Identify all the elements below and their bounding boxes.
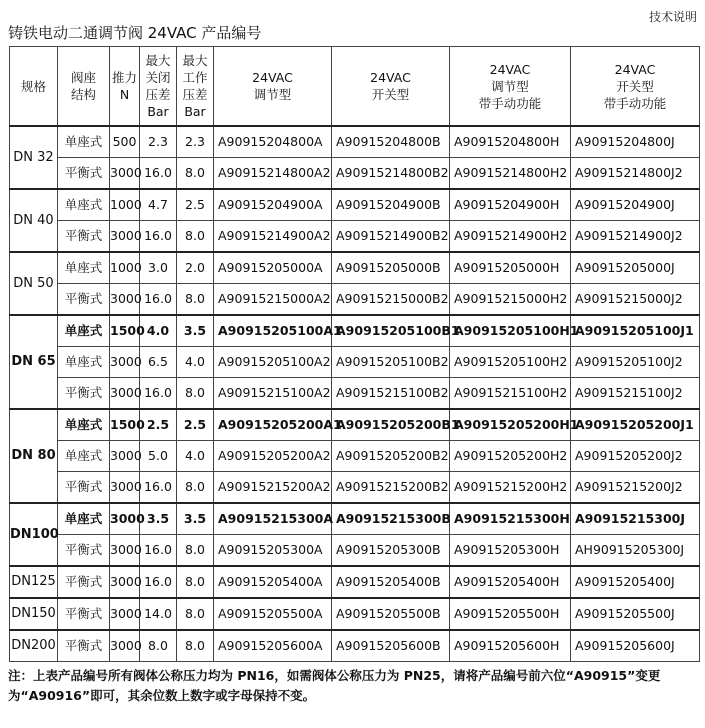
code-modulating-manual-cell: A90915205200H2 <box>450 441 571 472</box>
thrust-cell: 1000 <box>110 252 140 284</box>
code-onoff-manual-cell: A90915205200J2 <box>571 441 700 472</box>
table-row <box>10 126 700 158</box>
valve-size-cell: DN200 <box>10 630 58 662</box>
code-modulating-cell: A90915204900A <box>214 189 332 221</box>
code-modulating-manual-cell: A90915215000H2 <box>450 284 571 316</box>
seat-type-cell: 单座式 <box>58 126 110 158</box>
thrust-cell: 3000 <box>110 598 140 630</box>
max-work-dp-cell: 8.0 <box>177 378 214 410</box>
max-close-dp-cell: 2.3 <box>140 126 177 158</box>
code-modulating-manual-cell: A90915205100H2 <box>450 347 571 378</box>
table-row <box>10 630 700 662</box>
max-work-dp-cell: 8.0 <box>177 472 214 504</box>
code-modulating-cell: A90915205000A <box>214 252 332 284</box>
seat-type-cell: 平衡式 <box>58 630 110 662</box>
max-work-dp-cell: 8.0 <box>177 158 214 190</box>
valve-size-cell: DN125 <box>10 566 58 598</box>
max-work-dp-cell: 4.0 <box>177 441 214 472</box>
code-modulating-cell: A90915205200A1 <box>214 409 332 441</box>
code-modulating-cell: A90915205400A <box>214 566 332 598</box>
max-close-dp-cell: 3.0 <box>140 252 177 284</box>
seat-type-cell: 单座式 <box>58 315 110 347</box>
code-modulating-manual-cell: A90915204800H <box>450 126 571 158</box>
footnote: 注：上表产品编号所有阀体公称压力均为 PN16，如需阀体公称压力为 PN25，请将产品编号前六位“A90915”变更为“A90916”即可，其余位数上数字或字母保持不变。 <box>8 668 661 703</box>
code-modulating-manual-cell: A90915214800H2 <box>450 158 571 190</box>
code-onoff-manual-cell: A90915215300J <box>571 503 700 535</box>
code-onoff-cell: A90915205400B <box>332 566 450 598</box>
code-modulating-manual-cell: A90915205500H <box>450 598 571 630</box>
seat-type-cell: 平衡式 <box>58 598 110 630</box>
max-work-dp-cell: 3.5 <box>177 315 214 347</box>
table-row <box>10 566 700 598</box>
max-work-dp-cell: 2.5 <box>177 189 214 221</box>
max-work-dp-cell: 2.5 <box>177 409 214 441</box>
max-work-dp-cell: 8.0 <box>177 221 214 253</box>
code-onoff-cell: A90915205300B <box>332 535 450 567</box>
table-title: 铸铁电动二通调节阀 24VAC 产品编号 <box>8 24 262 42</box>
code-modulating-manual-cell: A90915205400H <box>450 566 571 598</box>
thrust-cell: 3000 <box>110 630 140 662</box>
code-onoff-cell: A90915205100B1 <box>332 315 450 347</box>
table-row <box>10 378 700 410</box>
table-row <box>10 347 700 378</box>
thrust-cell: 1000 <box>110 189 140 221</box>
code-onoff-cell: A90915214800B2 <box>332 158 450 190</box>
max-work-dp-cell: 8.0 <box>177 566 214 598</box>
table-row <box>10 441 700 472</box>
code-onoff-cell: A90915204900B <box>332 189 450 221</box>
seat-type-cell: 单座式 <box>58 252 110 284</box>
code-modulating-manual-cell: A90915205200H1 <box>450 409 571 441</box>
code-onoff-manual-cell: A90915204900J <box>571 189 700 221</box>
code-onoff-cell: A90915205200B1 <box>332 409 450 441</box>
code-onoff-manual-cell: A90915214800J2 <box>571 158 700 190</box>
code-modulating-manual-cell: A90915215100H2 <box>450 378 571 410</box>
code-modulating-cell: A90915215000A2 <box>214 284 332 316</box>
thrust-cell: 3000 <box>110 535 140 567</box>
thrust-cell: 1500 <box>110 409 140 441</box>
code-onoff-manual-cell: A90915204800J <box>571 126 700 158</box>
seat-type-cell: 单座式 <box>58 441 110 472</box>
code-onoff-cell: A90915205200B2 <box>332 441 450 472</box>
code-onoff-manual-cell: A90915205600J <box>571 630 700 662</box>
max-close-dp-cell: 16.0 <box>140 472 177 504</box>
max-work-dp-cell: 8.0 <box>177 284 214 316</box>
valve-size-cell: DN 50 <box>10 252 58 315</box>
code-onoff-cell: A90915204800B <box>332 126 450 158</box>
thrust-cell: 3000 <box>110 378 140 410</box>
code-modulating-manual-cell: A90915205600H <box>450 630 571 662</box>
code-onoff-manual-cell: A90915205500J <box>571 598 700 630</box>
valve-size-cell: DN 65 <box>10 315 58 409</box>
valve-size-cell: DN 40 <box>10 189 58 252</box>
header-24vac-modulating: 24VAC 调节型 <box>214 47 332 127</box>
max-work-dp-cell: 8.0 <box>177 535 214 567</box>
table-row <box>10 535 700 567</box>
seat-type-cell: 平衡式 <box>58 158 110 190</box>
code-onoff-manual-cell: A90915205000J <box>571 252 700 284</box>
valve-size-cell: DN150 <box>10 598 58 630</box>
code-onoff-manual-cell: A90915214900J2 <box>571 221 700 253</box>
code-modulating-cell: A90915214800A2 <box>214 158 332 190</box>
max-close-dp-cell: 4.0 <box>140 315 177 347</box>
table-row <box>10 284 700 316</box>
code-modulating-cell: A90915205100A2 <box>214 347 332 378</box>
thrust-cell: 3000 <box>110 503 140 535</box>
max-close-dp-cell: 3.5 <box>140 503 177 535</box>
seat-type-cell: 平衡式 <box>58 284 110 316</box>
header-24vac-onoff-manual: 24VAC 开关型 带手动功能 <box>571 47 700 127</box>
code-onoff-cell: A90915205500B <box>332 598 450 630</box>
header-24vac-modulating-manual: 24VAC 调节型 带手动功能 <box>450 47 571 127</box>
code-modulating-cell: A90915215200A2 <box>214 472 332 504</box>
header-row <box>10 47 700 127</box>
code-modulating-cell: A90915215100A2 <box>214 378 332 410</box>
max-close-dp-cell: 16.0 <box>140 284 177 316</box>
code-onoff-cell: A90915205100B2 <box>332 347 450 378</box>
code-modulating-cell: A90915215300A <box>214 503 332 535</box>
code-onoff-cell: A90915205600B <box>332 630 450 662</box>
code-modulating-cell: A90915205500A <box>214 598 332 630</box>
code-modulating-cell: A90915204800A <box>214 126 332 158</box>
product-code-table <box>9 46 700 662</box>
seat-type-cell: 平衡式 <box>58 221 110 253</box>
max-close-dp-cell: 5.0 <box>140 441 177 472</box>
max-close-dp-cell: 16.0 <box>140 221 177 253</box>
table-row <box>10 189 700 221</box>
max-work-dp-cell: 8.0 <box>177 598 214 630</box>
seat-type-cell: 单座式 <box>58 503 110 535</box>
code-onoff-manual-cell: A90915205100J2 <box>571 347 700 378</box>
code-onoff-cell: A90915214900B2 <box>332 221 450 253</box>
max-close-dp-cell: 14.0 <box>140 598 177 630</box>
seat-type-cell: 平衡式 <box>58 535 110 567</box>
code-modulating-cell: A90915205200A2 <box>214 441 332 472</box>
doc-type-label: 技术说明 <box>648 10 697 24</box>
code-modulating-cell: A90915205600A <box>214 630 332 662</box>
table-row <box>10 472 700 504</box>
max-close-dp-cell: 6.5 <box>140 347 177 378</box>
max-work-dp-cell: 2.3 <box>177 126 214 158</box>
code-onoff-manual-cell: A90915215100J2 <box>571 378 700 410</box>
max-close-dp-cell: 2.5 <box>140 409 177 441</box>
seat-type-cell: 单座式 <box>58 347 110 378</box>
max-close-dp-cell: 4.7 <box>140 189 177 221</box>
code-modulating-cell: A90915205100A1 <box>214 315 332 347</box>
code-modulating-manual-cell: A90915205000H <box>450 252 571 284</box>
thrust-cell: 3000 <box>110 347 140 378</box>
code-onoff-manual-cell: A90915215200J2 <box>571 472 700 504</box>
max-close-dp-cell: 16.0 <box>140 158 177 190</box>
code-modulating-manual-cell: A90915204900H <box>450 189 571 221</box>
code-modulating-manual-cell: A90915205100H1 <box>450 315 571 347</box>
header-close-dp: 最大 关闭 压差 Bar <box>140 47 177 127</box>
valve-size-cell: DN 32 <box>10 126 58 189</box>
thrust-cell: 3000 <box>110 441 140 472</box>
code-onoff-cell: A90915215100B2 <box>332 378 450 410</box>
code-onoff-manual-cell: A90915215000J2 <box>571 284 700 316</box>
seat-type-cell: 平衡式 <box>58 566 110 598</box>
thrust-cell: 500 <box>110 126 140 158</box>
thrust-cell: 3000 <box>110 472 140 504</box>
seat-type-cell: 单座式 <box>58 409 110 441</box>
table-row <box>10 221 700 253</box>
max-close-dp-cell: 16.0 <box>140 378 177 410</box>
table-row <box>10 158 700 190</box>
code-modulating-manual-cell: A90915215300H <box>450 503 571 535</box>
max-close-dp-cell: 8.0 <box>140 630 177 662</box>
code-onoff-manual-cell: A90915205400J <box>571 566 700 598</box>
code-modulating-cell: A90915214900A2 <box>214 221 332 253</box>
code-onoff-cell: A90915215300B <box>332 503 450 535</box>
header-size: 规格 <box>10 47 58 127</box>
header-work-dp: 最大 工作 压差 Bar <box>177 47 214 127</box>
code-onoff-cell: A90915205000B <box>332 252 450 284</box>
code-modulating-cell: A90915205300A <box>214 535 332 567</box>
thrust-cell: 3000 <box>110 221 140 253</box>
max-close-dp-cell: 16.0 <box>140 535 177 567</box>
max-close-dp-cell: 16.0 <box>140 566 177 598</box>
seat-type-cell: 平衡式 <box>58 378 110 410</box>
code-onoff-manual-cell: A90915205100J1 <box>571 315 700 347</box>
code-onoff-manual-cell: AH90915205300J <box>571 535 700 567</box>
max-work-dp-cell: 4.0 <box>177 347 214 378</box>
thrust-cell: 3000 <box>110 566 140 598</box>
max-work-dp-cell: 2.0 <box>177 252 214 284</box>
header-24vac-onoff: 24VAC 开关型 <box>332 47 450 127</box>
valve-size-cell: DN100 <box>10 503 58 566</box>
code-modulating-manual-cell: A90915205300H <box>450 535 571 567</box>
valve-size-cell: DN 80 <box>10 409 58 503</box>
thrust-cell: 1500 <box>110 315 140 347</box>
table-body <box>10 126 700 662</box>
max-work-dp-cell: 8.0 <box>177 630 214 662</box>
table-row <box>10 409 700 441</box>
code-onoff-cell: A90915215000B2 <box>332 284 450 316</box>
code-onoff-manual-cell: A90915205200J1 <box>571 409 700 441</box>
table-row <box>10 252 700 284</box>
header-seat: 阀座 结构 <box>58 47 110 127</box>
header-thrust: 推力 N <box>110 47 140 127</box>
table-row <box>10 315 700 347</box>
code-modulating-manual-cell: A90915214900H2 <box>450 221 571 253</box>
table-row <box>10 598 700 630</box>
seat-type-cell: 单座式 <box>58 189 110 221</box>
thrust-cell: 3000 <box>110 284 140 316</box>
code-onoff-cell: A90915215200B2 <box>332 472 450 504</box>
code-modulating-manual-cell: A90915215200H2 <box>450 472 571 504</box>
table-row <box>10 503 700 535</box>
thrust-cell: 3000 <box>110 158 140 190</box>
max-work-dp-cell: 3.5 <box>177 503 214 535</box>
seat-type-cell: 平衡式 <box>58 472 110 504</box>
